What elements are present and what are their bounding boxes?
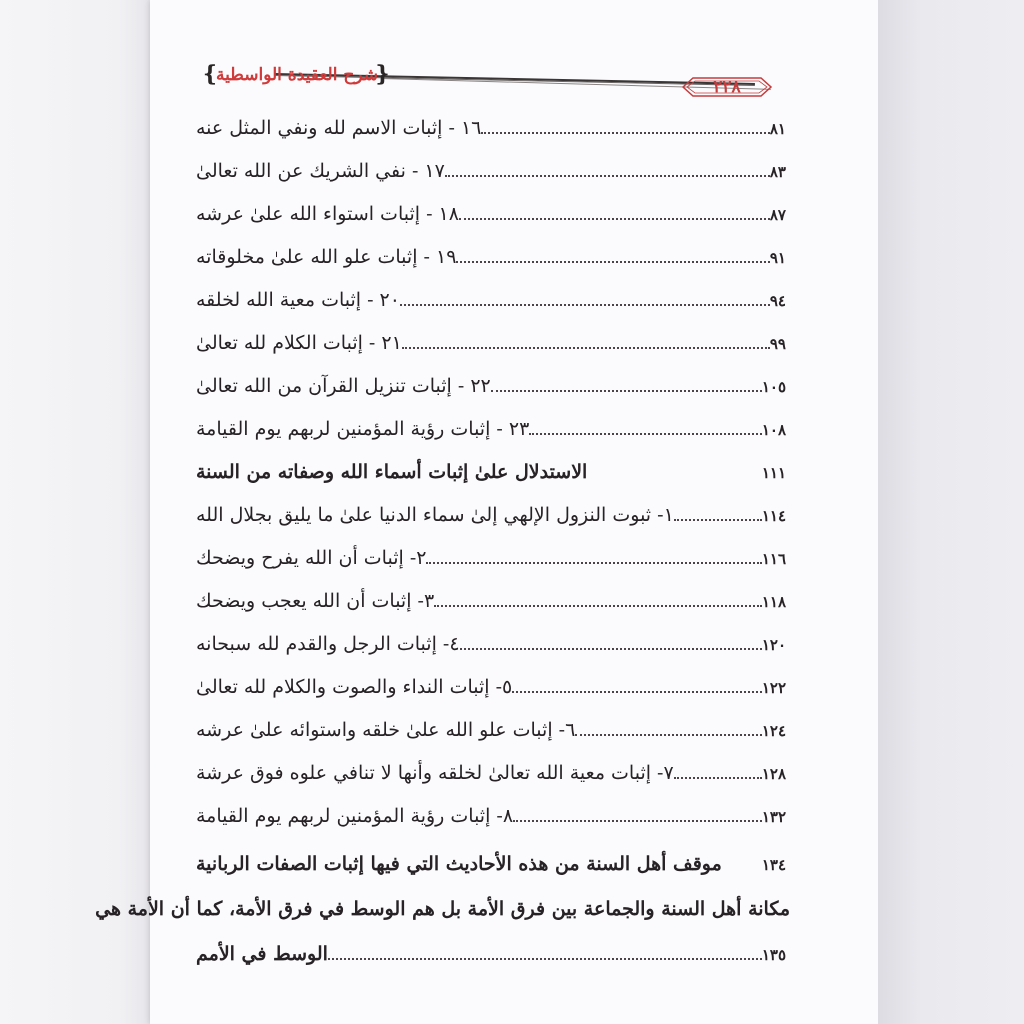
toc-entry-title: ٨- إثبات رؤية المؤمنين لربهم يوم القيامة <box>196 805 514 827</box>
dot-leader <box>459 218 770 220</box>
toc-entry-page: ١٣٤ <box>761 856 786 874</box>
toc-entry-title: ٢- إثبات أن الله يفرح ويضحك <box>196 547 427 569</box>
toc-entry-page: ٨٣ <box>769 163 786 181</box>
toc-entry-title: ١٩ - إثبات علو الله علىٰ مخلوقاته <box>196 246 457 268</box>
toc-entry-page: ١٣٢ <box>761 808 786 826</box>
toc-entry-page: ٩١ <box>769 249 786 267</box>
toc-entry-page: ١٠٥ <box>761 378 786 396</box>
dot-leader <box>400 304 770 306</box>
dot-leader <box>481 132 769 134</box>
toc-entry <box>190 542 790 572</box>
toc-entry <box>190 499 790 529</box>
toc-entry-page: ٨٧ <box>769 206 786 224</box>
toc-entry-page: ٩٩ <box>769 335 786 353</box>
toc-entry-title: ٢٣ - إثبات رؤية المؤمنين لربهم يوم القيامة <box>196 418 530 440</box>
toc-entry <box>190 198 790 228</box>
toc-entry-page: ٨١ <box>769 120 786 138</box>
toc-entry-title: ٣- إثبات أن الله يعجب ويضحك <box>196 590 435 612</box>
dot-leader <box>445 175 770 177</box>
toc-entry <box>190 714 790 744</box>
toc-entry-page: ١٢٠ <box>761 636 786 654</box>
toc-entry-page: ٩٤ <box>769 292 786 310</box>
toc-entry <box>190 284 790 314</box>
toc-entry-page: ١٣٥ <box>761 946 786 964</box>
page-header <box>195 52 795 102</box>
ornament-bracket-right-icon: ❵ <box>373 62 392 87</box>
toc-entry-title: موقف أهل السنة من هذه الأحاديث التي فيها إثبات الصفات الربانية <box>196 853 722 875</box>
toc-entry-line1: مكانة أهل السنة والجماعة بين فرق الأمة بل هم الوسط في فرق الأمة، كما أن الأمة هي <box>95 898 790 920</box>
toc-entry <box>190 938 790 968</box>
page-number: ٢٢٨ <box>713 77 741 97</box>
toc-entry <box>190 671 790 701</box>
toc-entry-page: ١١٦ <box>761 550 786 568</box>
toc-entry-title: ٤- إثبات الرجل والقدم لله سبحانه <box>196 633 460 655</box>
toc-entry-title: ٦- إثبات علو الله علىٰ خلقه واستوائه علىٰ عرشه <box>196 719 576 741</box>
toc-section-heading <box>190 456 790 486</box>
toc-entry <box>190 628 790 658</box>
toc-entry-title: ٢٠ - إثبات معية الله لخلقه <box>196 289 400 311</box>
toc-entry-title: ١٦ - إثبات الاسم لله ونفي المثل عنه <box>196 117 482 139</box>
toc-entry-page: ١٠٨ <box>761 421 786 439</box>
toc-entry <box>190 757 790 787</box>
toc-entry-title: ٢٢ - إثبات تنزيل القرآن من الله تعالىٰ <box>196 375 491 397</box>
toc-entry-title: الوسط في الأمم <box>196 943 328 965</box>
toc-entry-page: ١٢٤ <box>761 722 786 740</box>
toc-entry <box>190 585 790 615</box>
dot-leader <box>434 605 762 607</box>
dot-leader <box>513 820 762 822</box>
toc-entry <box>190 112 790 142</box>
toc-entry <box>190 370 790 400</box>
dot-leader <box>575 734 762 736</box>
toc-entry <box>190 155 790 185</box>
dot-leader <box>674 777 762 779</box>
page-number-badge <box>681 74 773 100</box>
dot-leader <box>328 958 762 960</box>
toc-entry-title: ٥- إثبات النداء والصوت والكلام لله تعالىٰ <box>196 676 513 698</box>
toc-entry-page: ١١٤ <box>761 507 786 525</box>
dot-leader <box>460 648 762 650</box>
toc-section-heading <box>190 848 790 878</box>
dot-leader <box>674 519 762 521</box>
dot-leader <box>512 691 762 693</box>
toc-entry-page: ١٢٨ <box>761 765 786 783</box>
toc-entry <box>190 241 790 271</box>
toc-entry-title: ١٧ - نفي الشريك عن الله تعالىٰ <box>196 160 445 182</box>
dot-leader <box>426 562 761 564</box>
dot-leader <box>491 390 762 392</box>
toc-entry-page: ١١١ <box>761 464 786 482</box>
toc-entry-title: ١٨ - إثبات استواء الله علىٰ عرشه <box>196 203 459 225</box>
toc-entry-title: ٢١ - إثبات الكلام لله تعالىٰ <box>196 332 402 354</box>
toc-entry-page: ١٢٢ <box>761 679 786 697</box>
toc-entry-title: الاستدلال علىٰ إثبات أسماء الله وصفاته من السنة <box>196 461 588 483</box>
toc-entry <box>190 800 790 830</box>
dot-leader <box>529 433 762 435</box>
toc-entry <box>190 413 790 443</box>
ornament-bracket-left-icon: ❴ <box>201 62 220 87</box>
background-left <box>0 0 150 1024</box>
toc-entry-title: ١- ثبوت النزول الإلهي إلىٰ سماء الدنيا علىٰ ما يليق بجلال الله <box>196 504 674 526</box>
toc-entry <box>190 327 790 357</box>
dot-leader <box>402 347 770 349</box>
background-right <box>878 0 1024 1024</box>
toc-entry-title: ٧- إثبات معية الله تعالىٰ لخلقه وأنها لا تنافي علوه فوق عرشة <box>196 762 674 784</box>
book-title: شرح العقيدة الواسطية <box>216 65 378 85</box>
toc-entry-page: ١١٨ <box>761 593 786 611</box>
dot-leader <box>456 261 769 263</box>
